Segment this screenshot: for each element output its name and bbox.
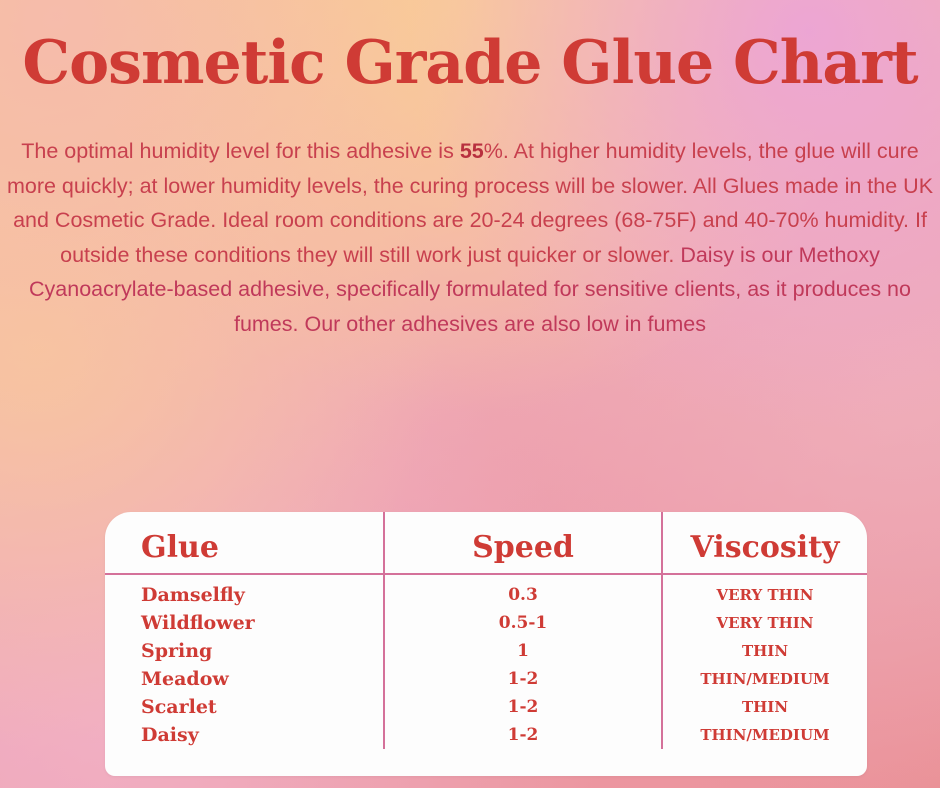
intro-paragraph-1: At higher humidity levels, the glue will cure more quickly; at lower humidity levels, the curing process will be slower. All Glues made in the UK and Cosmetic Grade. Ideal room conditions are 20-24 degrees (68-75F) and 40-70% humidity. If outside these conditions they will still work just quicker or slower. [6,139,934,267]
humidity-value: 55 [459,139,484,163]
table-row [105,721,867,749]
intro-text-block [6,134,934,341]
intro-paragraph-3: Our other adhesives are also low in fumes [304,311,707,336]
table-row [105,693,867,721]
glue-table [105,512,867,749]
cell-viscosity: THIN [662,693,867,721]
cell-glue: Meadow [141,668,229,690]
cell-viscosity: VERY THIN [662,574,867,609]
cell-viscosity: THIN [662,637,867,665]
column-header-viscosity: Viscosity [662,512,867,574]
humidity-line [21,139,509,163]
cell-speed: 1 [384,637,662,665]
cell-glue: Spring [141,640,213,662]
table-row [105,609,867,637]
humidity-line-post: %. [483,139,509,163]
cell-speed: 1-2 [384,693,662,721]
cell-speed: 0.3 [384,574,662,609]
table-header-row [105,512,867,574]
cell-viscosity: THIN/MEDIUM [662,721,867,749]
page-title: Cosmetic Grade Glue Chart [22,28,918,98]
glue-table-head [105,512,867,574]
column-header-glue: Glue [105,512,384,574]
cell-viscosity: VERY THIN [662,609,867,637]
humidity-line-pre: The optimal humidity level for this adhesive is [21,139,460,163]
cell-speed: 1-2 [384,721,662,749]
cell-viscosity: THIN/MEDIUM [662,665,867,693]
cell-speed: 1-2 [384,665,662,693]
table-row [105,574,867,609]
glue-table-card [105,512,867,776]
cell-glue: Wildflower [141,612,255,634]
glue-table-body [105,574,867,749]
cell-glue: Daisy [141,724,199,746]
cell-glue: Damselfly [141,584,245,606]
column-header-speed: Speed [384,512,662,574]
table-row [105,665,867,693]
cell-speed: 0.5-1 [384,609,662,637]
table-row [105,637,867,665]
intro-paragraph-2: Daisy is our Methoxy Cyanoacrylate-based adhesive, specifically formulated for sensitive clients, as it produces no fumes. [29,242,911,336]
cell-glue: Scarlet [141,696,217,718]
